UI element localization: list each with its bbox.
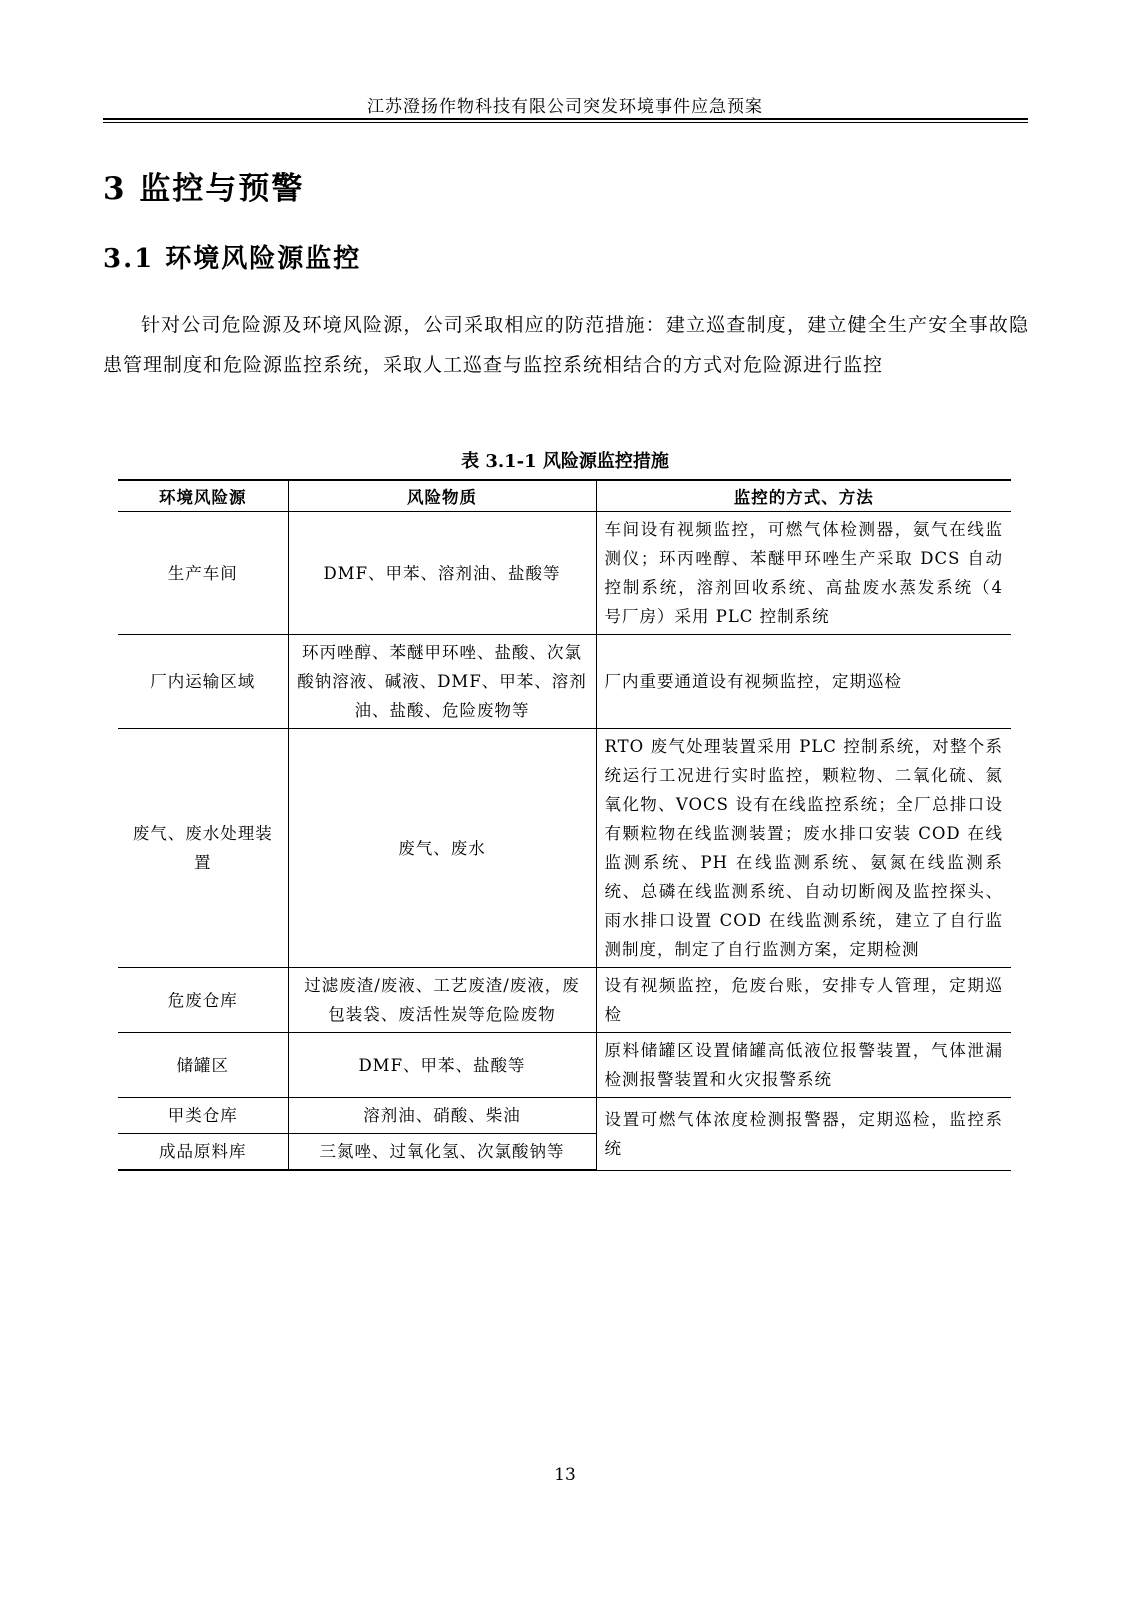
- cell-method: RTO 废气处理装置采用 PLC 控制系统，对整个系统运行工况进行实时监控，颗粒物、二氧化硫、氮氧化物、VOCS 设有在线监控系统；全厂总排口设有颗粒物在线监测装置；废水排口安装 COD 在线监测系统、PH 在线监测系统、氨氮在线监测系统、总磷在线监测系统、自动切断阀及监控探头、雨水排口设置 COD 在线监测系统，建立了自行监测制度，制定了自行监测方案，定期检测: [596, 729, 1011, 968]
- cell-source: 危废仓库: [118, 968, 288, 1033]
- page-number: 13: [554, 1465, 576, 1485]
- table-row: [118, 512, 1011, 635]
- section-heading: 3 监控与预警: [103, 171, 305, 207]
- cell-source: 废气、废水处理装置: [118, 729, 288, 968]
- header-title: 江苏澄扬作物科技有限公司突发环境事件应急预案: [367, 97, 763, 117]
- cell-source: 厂内运输区域: [118, 635, 288, 729]
- risk-source-table: [118, 479, 1011, 1171]
- table-row: [118, 1033, 1011, 1098]
- subsection-heading: 3.1 环境风险源监控: [103, 244, 362, 274]
- cell-source: 成品原料库: [118, 1134, 288, 1171]
- table-row: [118, 968, 1011, 1033]
- table-caption: 表 3.1-1 风险源监控措施: [461, 451, 669, 472]
- intro-paragraph: 针对公司危险源及环境风险源，公司采取相应的防范措施：建立巡查制度，建立健全生产安全事故隐患管理制度和危险源监控系统，采取人工巡查与监控系统相结合的方式对危险源进行监控: [103, 314, 1029, 376]
- cell-method: 厂内重要通道设有视频监控，定期巡检: [596, 635, 1011, 729]
- table-row: [118, 1098, 1011, 1134]
- table-row: [118, 729, 1011, 968]
- cell-source: 生产车间: [118, 512, 288, 635]
- header-rule-thin: [103, 122, 1028, 123]
- cell-substances: 溶剂油、硝酸、柴油: [288, 1098, 596, 1134]
- cell-substances: 环丙唑醇、苯醚甲环唑、盐酸、次氯酸钠溶液、碱液、DMF、甲苯、溶剂油、盐酸、危险废物等: [288, 635, 596, 729]
- cell-substances: 过滤废渣/废液、工艺废渣/废液，废包装袋、废活性炭等危险废物: [288, 968, 596, 1033]
- cell-substances: 废气、废水: [288, 729, 596, 968]
- cell-substances: DMF、甲苯、溶剂油、盐酸等: [288, 512, 596, 635]
- column-header-source: 环境风险源: [118, 480, 288, 512]
- cell-source: 储罐区: [118, 1033, 288, 1098]
- header-rule-thick: [103, 118, 1028, 120]
- cell-source: 甲类仓库: [118, 1098, 288, 1134]
- table-row: [118, 635, 1011, 729]
- cell-substances: DMF、甲苯、盐酸等: [288, 1033, 596, 1098]
- cell-substances: 三氮唑、过氧化氢、次氯酸钠等: [288, 1134, 596, 1171]
- table-header-row: [118, 480, 1011, 512]
- column-header-method: 监控的方式、方法: [596, 480, 1011, 512]
- cell-method: 设置可燃气体浓度检测报警器，定期巡检，监控系统: [596, 1098, 1011, 1171]
- column-header-substances: 风险物质: [288, 480, 596, 512]
- cell-method: 车间设有视频监控，可燃气体检测器，氨气在线监测仪；环丙唑醇、苯醚甲环唑生产采取 DCS 自动控制系统，溶剂回收系统、高盐废水蒸发系统（4 号厂房）采用 PLC 控制系统: [596, 512, 1011, 635]
- cell-method: 设有视频监控，危废台账，安排专人管理，定期巡检: [596, 968, 1011, 1033]
- cell-method: 原料储罐区设置储罐高低液位报警装置，气体泄漏检测报警装置和火灾报警系统: [596, 1033, 1011, 1098]
